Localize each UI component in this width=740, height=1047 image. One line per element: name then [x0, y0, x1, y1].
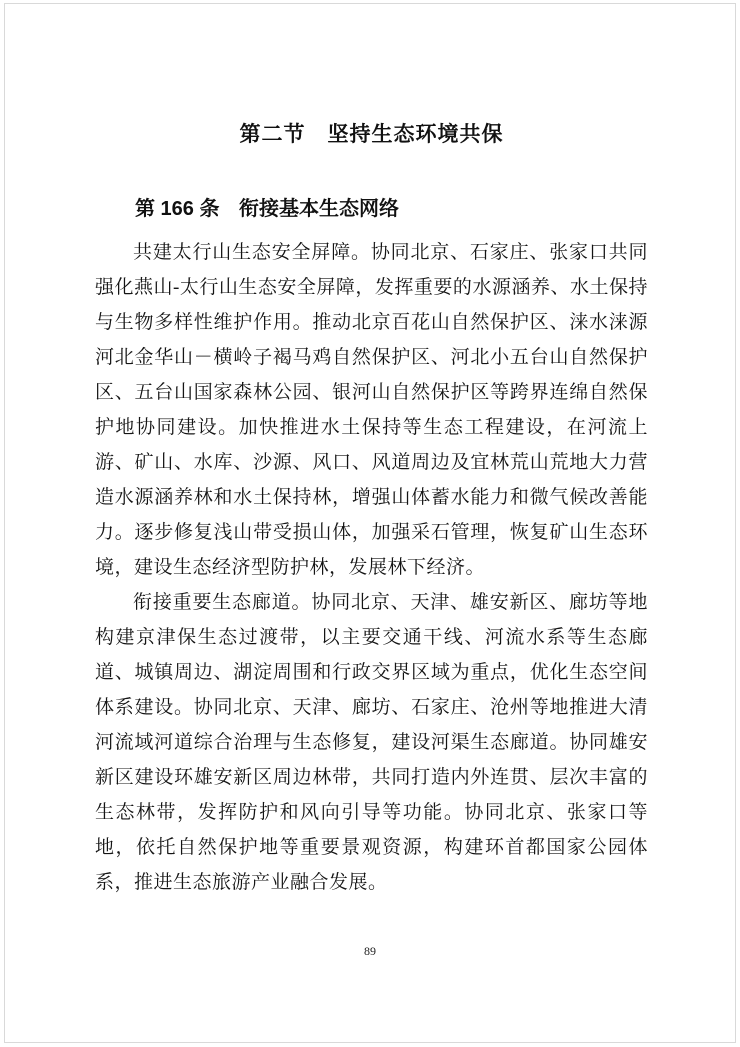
- section-title: 第二节 坚持生态环境共保: [239, 123, 504, 146]
- paragraph: 共建太行山生态安全屏障。协同北京、石家庄、张家口共同强化燕山-太行山生态安全屏障，发挥重要的水源涵养、水土保持与生物多样性维护作用。推动北京百花山自然保护区、涞水涞源河北金华山－横岭子褐马鸡自然保护区、河北小五台山自然保护区、五台山国家森林公园、银河山自然保护区等跨界连绵自然保护地协同建设。加快推进水土保持等生态工程建设，在河流上游、矿山、水库、沙源、风口、风道周边及宜林荒山荒地大力营造水源涵养林和水土保持林，增强山体蓄水能力和微气候改善能力。逐步修复浅山带受损山体，加强采石管理，恢复矿山生态环境，建设生态经济型防护林，发展林下经济。: [95, 242, 648, 578]
- page-number: 89: [364, 944, 376, 958]
- paragraph: 衔接重要生态廊道。协同北京、天津、雄安新区、廊坊等地构建京津保生态过渡带，以主要交通干线、河流水系等生态廊道、城镇周边、湖淀周围和行政交界区域为重点，优化生态空间体系建设。协同北京、天津、廊坊、石家庄、沧州等地推进大清河流域河道综合治理与生态修复，建设河渠生态廊道。协同雄安新区建设环雄安新区周边林带，共同打造内外连贯、层次丰富的生态林带，发挥防护和风向引导等功能。协同北京、张家口等地，依托自然保护地等重要景观资源，构建环首都国家公园体系，推进生态旅游产业融合发展。: [95, 592, 648, 893]
- article-heading: [95, 192, 648, 221]
- article-title: 衔接基本生态网络: [239, 198, 400, 220]
- article-number: 第 166 条: [135, 198, 220, 220]
